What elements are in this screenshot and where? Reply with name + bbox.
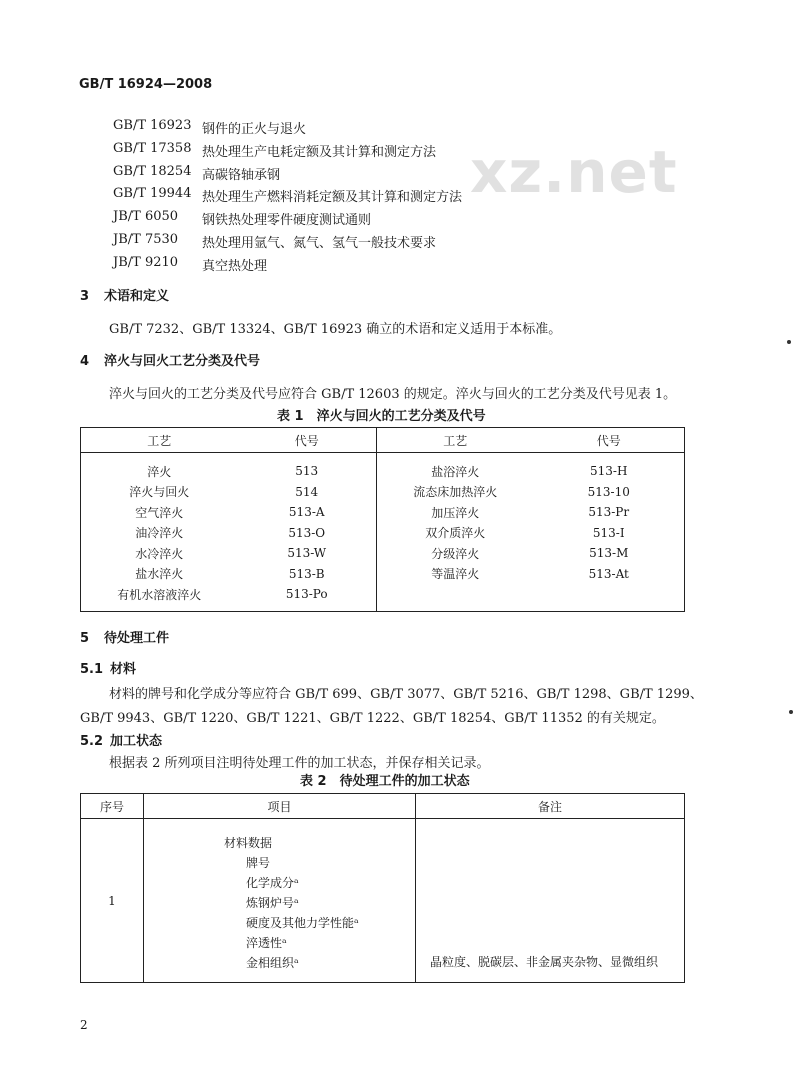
table-1 bbox=[80, 427, 685, 612]
reference-code: GB/T 17358 bbox=[113, 141, 192, 156]
table-cell: 513-M bbox=[589, 546, 629, 561]
table-cell: 盐浴淬火 bbox=[431, 464, 480, 479]
reference-code: GB/T 18254 bbox=[113, 164, 192, 179]
table-cell: 分级淬火 bbox=[431, 546, 480, 561]
table-cell: 513-H bbox=[590, 464, 628, 479]
reference-title: 钢件的正火与退火 bbox=[202, 122, 307, 137]
table-cell: 有机水溶液淬火 bbox=[117, 587, 202, 602]
table-2-item-group: 材料数据 bbox=[224, 836, 273, 850]
section-5-2-text: 根据表 2 所列项目注明待处理工件的加工状态，并保存相关记录。 bbox=[109, 756, 490, 771]
reference-code: GB/T 16923 bbox=[113, 118, 192, 133]
table-2-caption: 表 2 待处理工件的加工状态 bbox=[300, 774, 470, 789]
table-2-note-cell bbox=[416, 819, 685, 983]
reference-title: 热处理生产燃料消耗定额及其计算和测定方法 bbox=[202, 190, 463, 205]
section-4-heading: 4 淬火与回火工艺分类及代号 bbox=[80, 354, 261, 369]
table-row bbox=[81, 564, 685, 585]
margin-mark bbox=[789, 710, 793, 714]
section-5-1-heading: 5.1 材料 bbox=[80, 662, 137, 677]
table-cell: 淬火与回火 bbox=[129, 485, 190, 500]
margin-mark bbox=[787, 340, 791, 344]
table-2-item: 化学成分ᵃ bbox=[246, 876, 299, 890]
section-4-text: 淬火与回火的工艺分类及代号应符合 GB/T 12603 的规定。淬火与回火的工艺分类及代号见表 1。 bbox=[109, 387, 677, 402]
table-cell: 513-B bbox=[238, 564, 377, 585]
reference-title: 钢铁热处理零件硬度测试通则 bbox=[202, 213, 372, 228]
page-number: 2 bbox=[80, 1018, 88, 1032]
table-cell bbox=[533, 584, 684, 611]
table-cell: 盐水淬火 bbox=[135, 567, 184, 582]
table-cell: 加压淬火 bbox=[431, 505, 480, 520]
table-row bbox=[81, 502, 685, 523]
table-row bbox=[81, 482, 685, 503]
table-row bbox=[81, 523, 685, 544]
reference-title: 热处理生产电耗定额及其计算和测定方法 bbox=[202, 145, 437, 160]
table-2-item: 硬度及其他力学性能ᵃ bbox=[246, 916, 359, 930]
table-cell bbox=[376, 584, 533, 611]
table-2-item: 淬透性ᵃ bbox=[246, 936, 287, 950]
section-5-heading: 5 待处理工件 bbox=[80, 631, 170, 646]
table-row bbox=[81, 584, 685, 611]
table-cell: 513-O bbox=[238, 523, 377, 544]
table-cell: 水冷淬火 bbox=[135, 546, 184, 561]
section-3-heading: 3 术语和定义 bbox=[80, 289, 170, 304]
section-3-text: GB/T 7232、GB/T 13324、GB/T 16923 确立的术语和定义适用于本标准。 bbox=[109, 322, 562, 337]
reference-code: JB/T 7530 bbox=[113, 232, 179, 247]
table-cell: 双介质淬火 bbox=[425, 526, 486, 541]
table-1-header: 工艺 bbox=[81, 428, 238, 453]
section-5-2-heading: 5.2 加工状态 bbox=[80, 734, 163, 749]
table-2-header: 项目 bbox=[144, 794, 416, 819]
table-2-header: 备注 bbox=[416, 794, 685, 819]
table-1-header: 代号 bbox=[238, 428, 377, 453]
table-2-item: 金相组织ᵃ bbox=[246, 956, 299, 970]
table-cell: 514 bbox=[238, 482, 377, 503]
table-row bbox=[81, 453, 685, 482]
reference-title: 高碳铬轴承钢 bbox=[202, 168, 281, 183]
table-row bbox=[81, 543, 685, 564]
table-cell: 空气淬火 bbox=[135, 505, 184, 520]
table-cell: 513-Pr bbox=[588, 505, 630, 520]
reference-code: JB/T 6050 bbox=[113, 209, 179, 224]
reference-title: 真空热处理 bbox=[202, 259, 268, 274]
reference-code: JB/T 9210 bbox=[113, 255, 179, 270]
table-2-item: 牌号 bbox=[246, 856, 271, 870]
table-2-header: 序号 bbox=[81, 794, 144, 819]
table-2-item: 炼钢炉号ᵃ bbox=[246, 896, 299, 910]
table-2-items-cell bbox=[144, 819, 416, 983]
table-cell: 513-10 bbox=[587, 484, 630, 499]
table-cell: 513 bbox=[238, 453, 377, 482]
table-cell: 油冷淬火 bbox=[135, 526, 184, 541]
table-2-row-number: 1 bbox=[81, 819, 144, 983]
table-1-caption: 表 1 淬火与回火的工艺分类及代号 bbox=[277, 409, 486, 424]
table-1-header: 工艺 bbox=[376, 428, 533, 453]
section-5-1-text-line-2: GB/T 9943、GB/T 1220、GB/T 1221、GB/T 1222、GB/T 18254、GB/T 11352 的有关规定。 bbox=[80, 711, 665, 726]
table-cell: 513-At bbox=[588, 566, 629, 581]
table-cell: 淬火 bbox=[147, 464, 172, 479]
reference-title: 热处理用氩气、氮气、氢气一般技术要求 bbox=[202, 236, 437, 251]
table-2 bbox=[80, 793, 685, 983]
table-1-header: 代号 bbox=[533, 428, 684, 453]
table-cell: 513-W bbox=[238, 543, 377, 564]
table-2-note: 晶粒度、脱碳层、非金属夹杂物、显微组织 bbox=[430, 955, 659, 969]
document-header: GB/T 16924—2008 bbox=[79, 77, 213, 92]
table-cell: 513-I bbox=[592, 525, 625, 540]
watermark: xz.net bbox=[470, 138, 678, 206]
section-5-1-text-line-1: 材料的牌号和化学成分等应符合 GB/T 699、GB/T 3077、GB/T 5216、GB/T 1298、GB/T 1299、 bbox=[109, 687, 703, 702]
table-cell: 等温淬火 bbox=[431, 567, 480, 582]
table-cell: 513-Po bbox=[238, 584, 377, 611]
table-cell: 513-A bbox=[238, 502, 377, 523]
table-cell: 流态床加热淬火 bbox=[413, 485, 498, 500]
reference-code: GB/T 19944 bbox=[113, 186, 192, 201]
